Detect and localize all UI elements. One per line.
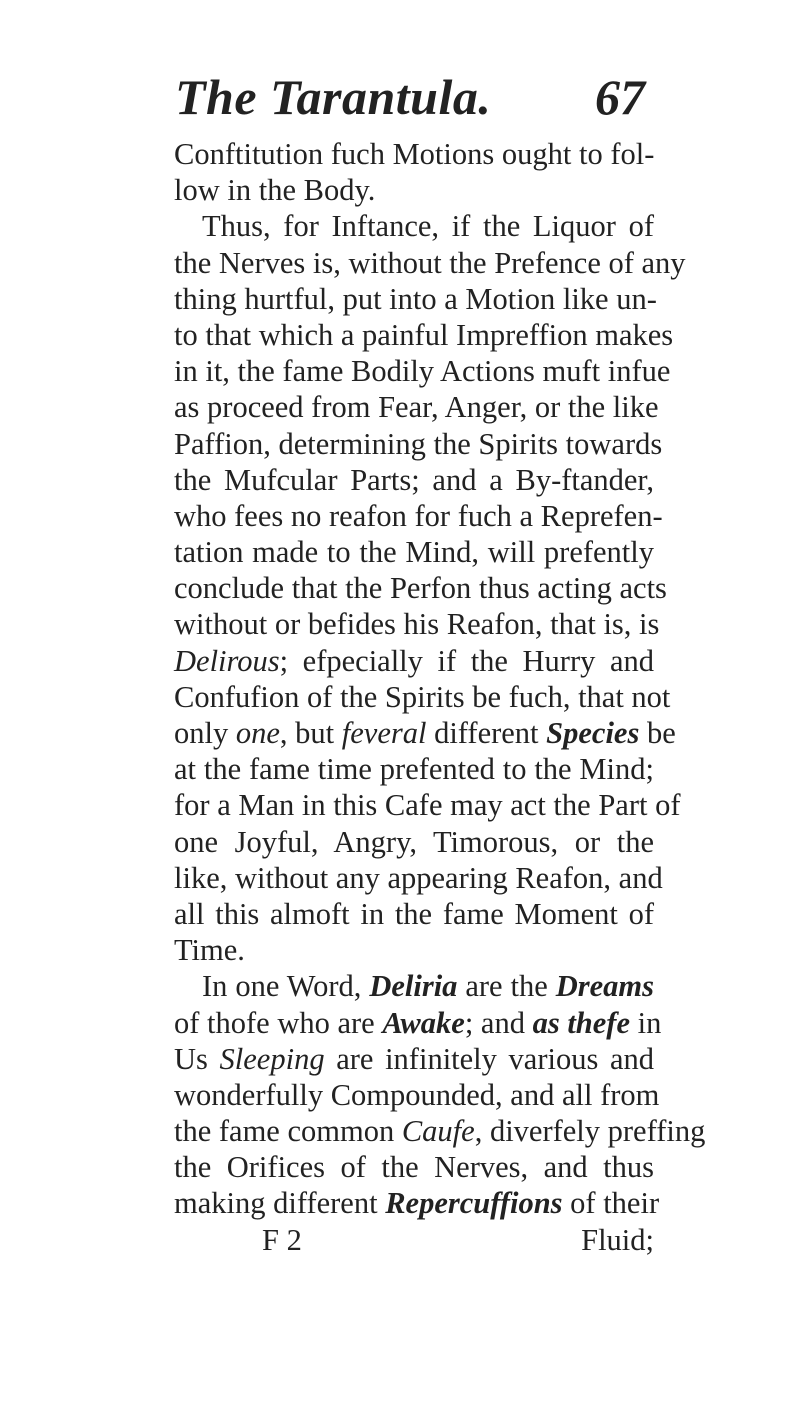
- italic-word: Species: [546, 716, 640, 750]
- text-run: only: [174, 716, 236, 750]
- italic-word: Deliria: [369, 969, 458, 1004]
- catchword: Fluid;: [581, 1222, 654, 1257]
- text-line: [174, 1113, 706, 1149]
- italic-word: Delirous: [174, 643, 280, 678]
- italic-word: Caufe: [401, 1114, 475, 1149]
- text-line: Confufion of the Spirits be fuch, that not: [174, 679, 671, 714]
- text-line: Paffion, determining the Spirits towards: [174, 426, 663, 461]
- text-line: tation made to the Mind, will prefently: [174, 535, 654, 570]
- page-footer: [174, 1222, 654, 1258]
- text-line: wonderfully Compounded, and all from: [174, 1077, 660, 1112]
- text-line: [174, 715, 676, 751]
- text-line: the Orifices of the Nerves, and thus: [174, 1150, 654, 1185]
- text-line: conclude that the Perfon thus acting acts: [174, 571, 667, 606]
- italic-word: Repercuffions: [385, 1186, 563, 1221]
- text-run: of their: [562, 1186, 660, 1221]
- text-line: the Nerves is, without the Prefence of any: [174, 245, 686, 280]
- running-header: [175, 68, 645, 128]
- signature-mark: F 2: [262, 1222, 302, 1257]
- body-text: [174, 136, 706, 1258]
- text-run: are the: [457, 969, 556, 1004]
- text-run: , diverfely preffing: [474, 1114, 706, 1149]
- text-line: the Mufcular Parts; and a By-ftander,: [174, 462, 654, 497]
- text-run: ; efpecially if the Hurry and: [279, 643, 654, 678]
- text-run: , but: [279, 716, 342, 750]
- text-line: all this almoft in the fame Moment of: [174, 896, 654, 931]
- text-run: ; and: [464, 1005, 533, 1040]
- text-line: Conftitution fuch Motions ought to fol-: [174, 137, 655, 171]
- italic-word: Dreams: [555, 969, 654, 1004]
- page-number: 67: [595, 69, 645, 125]
- text-line: as proceed from Fear, Anger, or the like: [174, 390, 659, 425]
- italic-word: one: [235, 716, 280, 750]
- text-line: in it, the fame Bodily Actions muft infue: [174, 354, 671, 389]
- text-line: low in the Body.: [174, 173, 376, 208]
- italic-word: Awake: [382, 1005, 465, 1040]
- text-line: who fees no reafon for fuch a Reprefen-: [174, 498, 663, 533]
- text-line: Thus, for Inftance, if the Liquor of: [202, 209, 654, 244]
- text-run: different: [426, 716, 547, 750]
- text-line: for a Man in this Cafe may act the Part of: [174, 788, 681, 823]
- text-line: to that which a painful Impreffion makes: [174, 317, 674, 352]
- text-line: [174, 643, 654, 679]
- text-line: Time.: [174, 933, 245, 968]
- text-line: [174, 1041, 654, 1077]
- text-run: making different: [174, 1186, 386, 1221]
- text-line: without or befides his Reafon, that is, is: [174, 607, 660, 642]
- text-run: In one Word,: [202, 969, 370, 1004]
- text-line: [174, 1185, 660, 1221]
- text-run: be: [639, 716, 676, 750]
- text-line: at the fame time prefented to the Mind;: [174, 752, 654, 787]
- text-run: Us: [174, 1041, 220, 1076]
- italic-word: as thefe: [532, 1005, 630, 1040]
- text-line: [174, 1005, 662, 1041]
- text-line: like, without any appearing Reafon, and: [174, 860, 663, 895]
- text-run: of thofe who are: [174, 1005, 383, 1040]
- text-line: thing hurtful, put into a Motion like un-: [174, 281, 657, 316]
- text-line: one Joyful, Angry, Timorous, or the: [174, 824, 654, 859]
- text-line: [174, 968, 654, 1004]
- text-run: are infinitely various and: [324, 1041, 654, 1076]
- italic-word: Sleeping: [219, 1041, 325, 1076]
- italic-word: feveral: [341, 716, 427, 750]
- running-title: The Tarantula.: [175, 69, 492, 125]
- text-run: the fame common: [174, 1114, 402, 1149]
- text-run: in: [630, 1005, 662, 1040]
